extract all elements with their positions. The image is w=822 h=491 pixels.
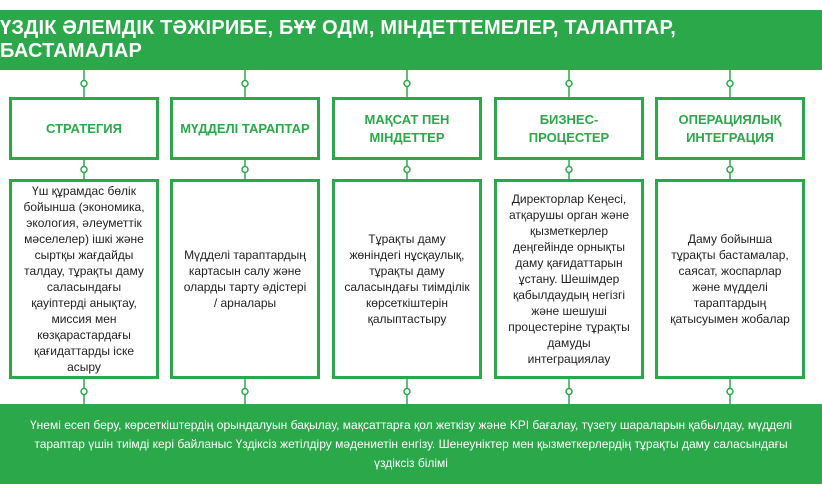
title-operational-integration: ОПЕРАЦИЯЛЫҚ ИНТЕГРАЦИЯ [678,111,782,145]
footer-banner [0,404,822,484]
desc-goals: Тұрақты даму жөніндегі нұсқаулық, тұрақты даму саласындағы тиімділік көрсеткіштерін қалыптастыру [344,232,470,326]
title-box-operational-integration [655,97,805,160]
desc-box-business-processes [494,179,644,379]
connector-node-4-0 [727,81,733,87]
desc-box-strategy [9,179,159,379]
title-goals: МАҚСАТ ПЕН МІНДЕТТЕР [364,111,450,145]
connector-node-1-2 [242,389,248,395]
connector-node-1-0 [242,81,248,87]
connector-node-0-0 [81,81,87,87]
connector-node-4-2 [727,389,733,395]
connector-node-4-1 [727,167,733,173]
desc-stakeholders: Мүдделі тараптардың картасын салу және оларды тарту әдістері / арналары [183,248,307,310]
title-box-business-processes [494,97,644,160]
title-stakeholders: МҮДДЕЛІ ТАРАПТАР [180,120,310,136]
desc-box-goals [332,179,482,379]
title-box-strategy [9,97,159,160]
desc-business-processes: Директорлар Кеңесі, атқарушы орган және қызметкерлер деңгейінде орнықты даму қағидаттарын ұстану. Шешімдер қабылдаудың негізгі және шешуші процестеріне тұрақты дамуды интеграциялау [508,192,630,366]
desc-strategy: Үш құрамдас бөлік бойынша (экономика, экология, әлеуметтік мәселелер) ішкі және сыртқы жағдайды талдау, тұрақты даму саласындағы қауіптерді анықтау, миссия мен көзқарастардағы қағидаттарды іске асыру [23,184,145,374]
connector-node-3-2 [566,389,572,395]
connector-node-2-1 [404,167,410,173]
title-box-stakeholders [170,97,320,160]
connector-node-0-2 [81,389,87,395]
connector-node-2-0 [404,81,410,87]
footer-text: Үнемі есеп беру, көрсеткіштердің орындалуын бақылау, мақсаттарға қол жеткізу және KPI бағалау, түзету шараларын қабылдау, мүдделі тараптар үшін тиімді кері байланыс Үздіксіз жетілдіру мәдениетін енгізу. Шенеуніктер мен қызметкерлердің тұрақты даму саласындағы үздіксіз білімі [29,417,793,470]
desc-operational-integration: Даму бойынша тұрақты бастамалар, саясат, жоспарлар және мүдделі тараптардың қатысуымен жобалар [670,232,790,326]
title-strategy: СТРАТЕГИЯ [46,120,122,136]
connector-node-0-1 [81,167,87,173]
connector-node-3-0 [566,81,572,87]
header-title: ҮЗДІК ӘЛЕМДІК ТӘЖІРИБЕ, БҰҰ ОДМ, МІНДЕТТЕМЕЛЕР, ТАЛАПТАР, БАСТАМАЛАР [0,17,676,62]
title-box-goals [332,97,482,160]
connector-node-2-2 [404,389,410,395]
connector-node-3-1 [566,167,572,173]
title-business-processes: БИЗНЕС-ПРОЦЕСТЕР [528,111,610,145]
connector-node-1-1 [242,167,248,173]
desc-box-operational-integration [655,179,805,379]
desc-box-stakeholders [170,179,320,379]
